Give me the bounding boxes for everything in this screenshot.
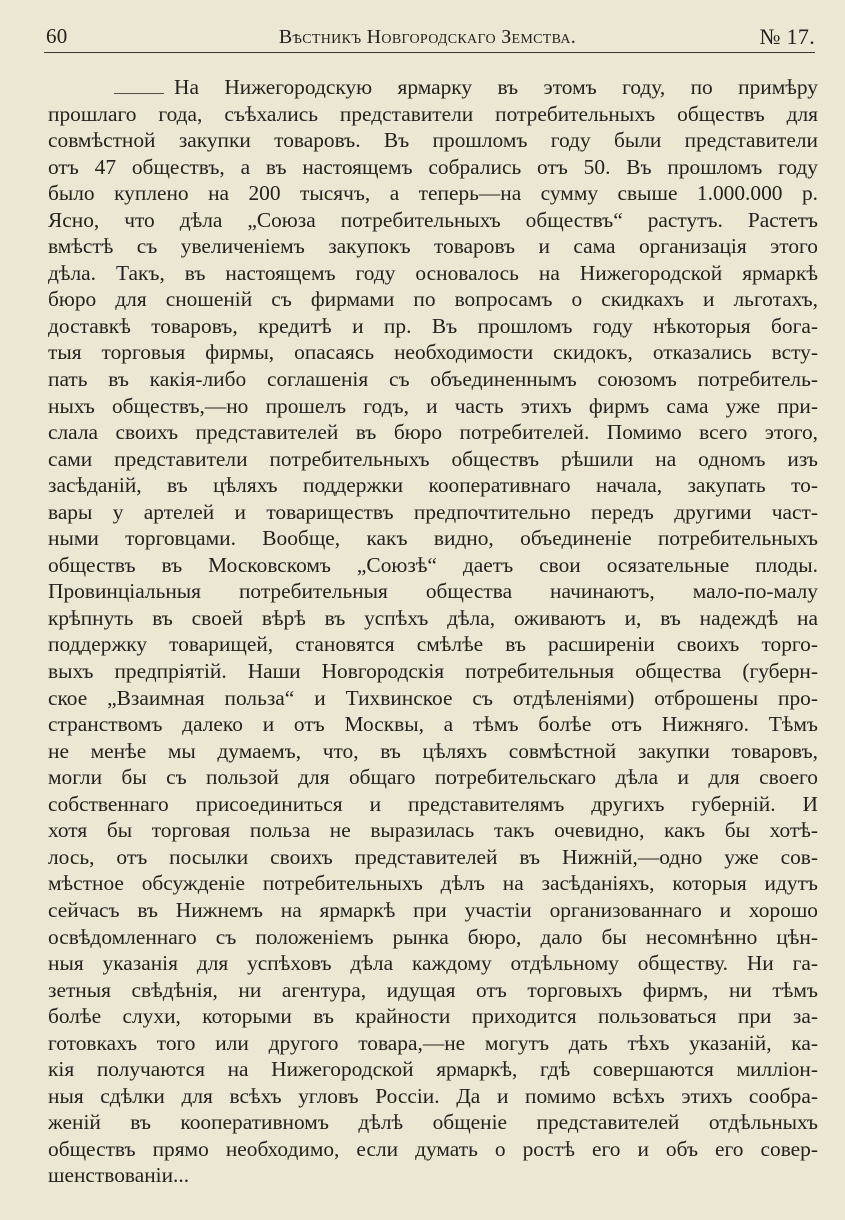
- text-line-content: дѣла. Такъ, въ настоящемъ году основалось на Нижегородской ярмаркѣ: [48, 260, 818, 285]
- text-line-content: поддержку товарищей, становятся смѣлѣе въ расширеніи своихъ торго-: [48, 632, 818, 657]
- text-line: [48, 738, 818, 765]
- text-line-content: собственнаго присоединиться и представителямъ другихъ губерній. И: [48, 791, 818, 816]
- text-line-content: ными торговцами. Вообще, какъ видно, объединеніе потребительныхъ: [48, 526, 818, 551]
- text-line-content: выхъ предпріятій. Наши Новгородскія потребительныя общества (губерн-: [48, 659, 818, 684]
- text-line-content: вары у артелей и товариществъ предпочтительно передъ другими част-: [48, 499, 818, 524]
- text-line: [48, 499, 818, 526]
- text-line: [48, 764, 818, 791]
- text-line: [48, 1083, 818, 1110]
- text-line-content: было куплено на 200 тысячъ, а теперь—на сумму свыше 1.000.000 р.: [48, 181, 818, 206]
- text-line-content: ныхъ обществъ,—но прошелъ годъ, и часть этихъ фирмъ сама уже при-: [48, 393, 818, 418]
- text-line-content: сейчасъ въ Нижнемъ на ярмаркѣ при участіи организованнаго и хорошо: [48, 897, 818, 922]
- text-line: [48, 339, 818, 366]
- text-line: [48, 1056, 818, 1083]
- journal-title: Вѣстникъ Новгородскаго Земства.: [278, 26, 577, 48]
- text-line-content: не менѣе мы думаемъ, что, въ цѣляхъ совмѣстной закупки товаровъ,: [48, 738, 818, 763]
- text-line-content: лось, отъ посылки своихъ представителей въ Нижній,—одно уже сов-: [48, 844, 818, 869]
- text-line-content: вмѣстѣ съ увеличеніемъ закупокъ товаровъ и сама организація этого: [48, 234, 818, 259]
- text-line: [48, 1030, 818, 1057]
- text-line-content: слала своихъ представителей въ бюро потребителей. Помимо всего этого,: [48, 420, 818, 445]
- running-header: [40, 22, 815, 54]
- text-line-content: тыя торговыя фирмы, опасаясь необходимости скидокъ, отказались всту-: [48, 340, 818, 365]
- text-line-content: болѣе слухи, которыми въ крайности приходится пользоваться при за-: [48, 1004, 818, 1029]
- text-line-content: странствомъ далеко и отъ Москвы, а тѣмъ болѣе отъ Нижняго. Тѣмъ: [48, 712, 818, 737]
- text-line: [48, 313, 818, 340]
- text-line-content: могли бы съ пользой для общаго потребительскаго дѣла и для своего: [48, 765, 818, 790]
- text-line: [48, 552, 818, 579]
- text-line: [48, 127, 818, 154]
- text-line: [48, 658, 818, 685]
- page-number: 60: [46, 24, 68, 48]
- text-line-content: ское „Взаимная польза“ и Тихвинское съ отдѣленіями) отброшены про-: [48, 685, 818, 710]
- text-line: [48, 817, 818, 844]
- text-line: [48, 1003, 818, 1030]
- text-line-content: Ясно, что дѣла „Союза потребительныхъ обществъ“ растутъ. Растетъ: [48, 207, 818, 232]
- text-line-content: готовкахъ того или другого товара,—не могутъ дать тѣхъ указаній, ка-: [48, 1030, 818, 1055]
- text-line: [48, 711, 818, 738]
- text-line-content: совмѣстной закупки товаровъ. Въ прошломъ году были представители: [48, 128, 818, 153]
- text-line: [48, 924, 818, 951]
- text-line-content: женій въ кооперативномъ дѣлѣ общеніе представителей отдѣльныхъ: [48, 1110, 818, 1135]
- text-line: [48, 1136, 818, 1163]
- text-line-content: обществъ въ Московскомъ „Союзѣ“ даетъ свои осязательные плоды.: [48, 552, 818, 577]
- text-line-content: сами представители потребительныхъ обществъ рѣшили на одномъ изъ: [48, 446, 818, 471]
- text-line: [48, 525, 818, 552]
- text-line: [48, 791, 818, 818]
- text-line-content: шенствованіи...: [48, 1163, 190, 1188]
- text-line-content: мѣстное обсужденіе потребительныхъ дѣлъ на засѣданіяхъ, которыя идутъ: [48, 871, 818, 896]
- text-line-content: ныя сдѣлки для всѣхъ угловъ Россіи. Да и помимо всѣхъ этихъ сообра-: [48, 1083, 818, 1108]
- text-line-content: ныя указанія для успѣховъ дѣла каждому отдѣльному обществу. Ни га-: [48, 951, 818, 976]
- text-line: [48, 844, 818, 871]
- text-line: [48, 897, 818, 924]
- text-line: [48, 950, 818, 977]
- text-line: [48, 260, 818, 287]
- text-line-content: доставкѣ товаровъ, кредитѣ и пр. Въ прошломъ году нѣкоторыя бога-: [48, 313, 818, 338]
- text-line: [48, 207, 818, 234]
- header-rule: [44, 52, 815, 53]
- text-line-content: хотя бы торговая польза не выразилась такъ очевидно, какъ бы хотѣ-: [48, 818, 818, 843]
- paragraph-dash-ornament: [114, 85, 164, 94]
- text-line: [48, 393, 818, 420]
- text-line-content: прошлаго года, съѣхались представители потребительныхъ обществъ для: [48, 101, 818, 126]
- text-line: [48, 180, 818, 207]
- text-line: [48, 870, 818, 897]
- text-line: [48, 1109, 818, 1136]
- text-line-content: засѣданій, въ цѣляхъ поддержки кооперативнаго начала, закупать то-: [48, 473, 818, 498]
- text-line: [48, 154, 818, 181]
- text-line: [48, 286, 818, 313]
- text-line: [48, 419, 818, 446]
- article-paragraph: [48, 74, 818, 1189]
- text-line-content: кія получаются на Нижегородской ярмаркѣ, гдѣ совершаются милліон-: [48, 1057, 818, 1082]
- issue-number: № 17.: [759, 24, 815, 49]
- text-line: [48, 685, 818, 712]
- text-line-content: отъ 47 обществъ, а въ настоящемъ собрались отъ 50. Въ прошломъ году: [48, 154, 818, 179]
- text-line-content: На Нижегородскую ярмарку въ этомъ году, по примѣру: [174, 75, 818, 99]
- text-line: [48, 977, 818, 1004]
- text-line-content: освѣдомленнаго съ положеніемъ рынка бюро, дало бы несомнѣнно цѣн-: [48, 924, 818, 949]
- text-line: [48, 1162, 818, 1189]
- text-line-content: обществъ прямо необходимо, если думать о ростѣ его и объ его совер-: [48, 1136, 818, 1161]
- text-line: [48, 366, 818, 393]
- text-line: [48, 631, 818, 658]
- text-line-content: Провинціальныя потребительныя общества начинаютъ, мало-по-малу: [48, 579, 818, 604]
- text-line: [48, 233, 818, 260]
- text-line-content: бюро для сношеній съ фирмами по вопросамъ о скидкахъ и льготахъ,: [48, 287, 818, 312]
- text-line: [48, 446, 818, 473]
- text-line: [48, 101, 818, 128]
- text-line-content: зетныя свѣдѣнія, ни агентура, идущая отъ торговыхъ фирмъ, ни тѣмъ: [48, 977, 818, 1002]
- text-line: [48, 74, 818, 101]
- text-line: [48, 578, 818, 605]
- text-line: [48, 605, 818, 632]
- text-line: [48, 472, 818, 499]
- text-line-content: пать въ какія-либо соглашенія съ объединеннымъ союзомъ потребитель-: [48, 367, 818, 392]
- text-line-content: крѣпнуть въ своей вѣрѣ въ успѣхъ дѣла, оживаютъ и, въ надеждѣ на: [48, 605, 818, 630]
